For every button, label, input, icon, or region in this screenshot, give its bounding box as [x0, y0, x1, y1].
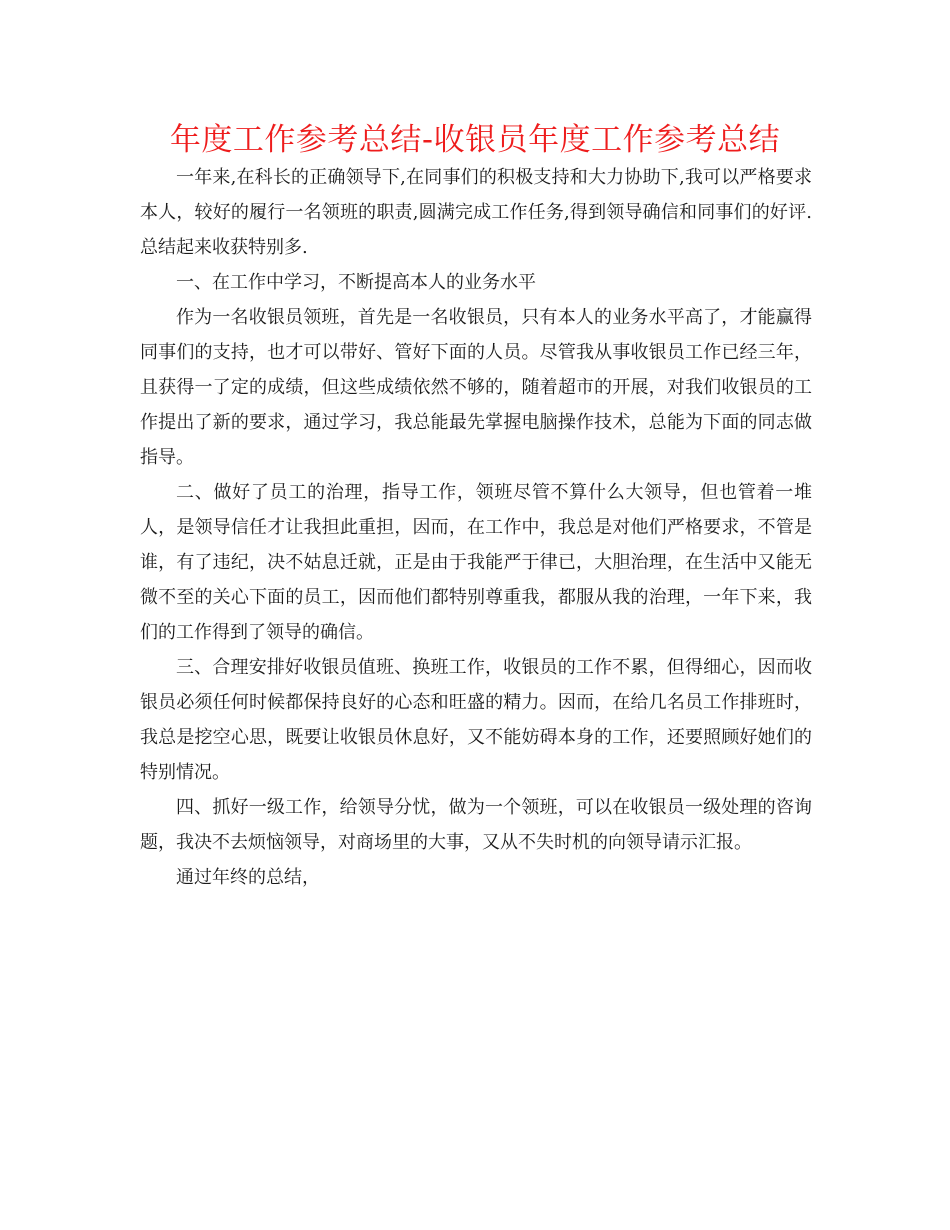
paragraph-heading-1: 一、在工作中学习，不断提高本人的业务水平	[176, 272, 536, 293]
document-title: 年度工作参考总结-收银员年度工作参考总结	[169, 122, 781, 158]
paragraph-section-4: 四、抓好一级工作，给领导分忧，做为一个领班，可以在收银员一级处理的咨询题，我决不去烦恼领导，对商场里的大事，又从不失时机的向领导请示汇报。	[140, 797, 812, 853]
paragraph-section-1: 作为一名收银员领班，首先是一名收银员，只有本人的业务水平高了，才能赢得同事们的支持，也才可以带好、管好下面的人员。尽管我从事收银员工作已经三年，且获得一了定的成绩，但这些成绩依然不够的，随着超市的开展，对我们收银员的工作提出了新的要求，通过学习，我总能最先掌握电脑操作技术，总能为下面的同志做指导。	[140, 307, 812, 468]
paragraph-intro: 一年来,在科长的正确领导下,在同事们的积极支持和大力协助下,我可以严格要求本人，较好的履行一名领班的职责,圆满完成工作任务,得到领导确信和同事们的好评.总结起来收获特别多.	[140, 167, 812, 258]
paragraph-section-3: 三、合理安排好收银员值班、换班工作，收银员的工作不累，但得细心，因而收银员必须任何时候都保持良好的心态和旺盛的精力。因而，在给几名员工作排班时，我总是挖空心思，既要让收银员休息好，又不能妨碍本身的工作，还要照顾好她们的特别情况。	[140, 657, 812, 783]
paragraph-section-2: 二、做好了员工的治理，指导工作，领班尽管不算什么大领导，但也管着一堆人，是领导信任才让我担此重担，因而，在工作中，我总是对他们严格要求，不管是谁，有了违纪，决不姑息迁就，正是由于我能严于律已，大胆治理，在生活中又能无微不至的关心下面的员工，因而他们都特别尊重我，都服从我的治理，一年下来，我们的工作得到了领导的确信。	[140, 482, 812, 643]
paragraph-closing: 通过年终的总结，	[176, 867, 320, 888]
document-body	[140, 160, 812, 895]
